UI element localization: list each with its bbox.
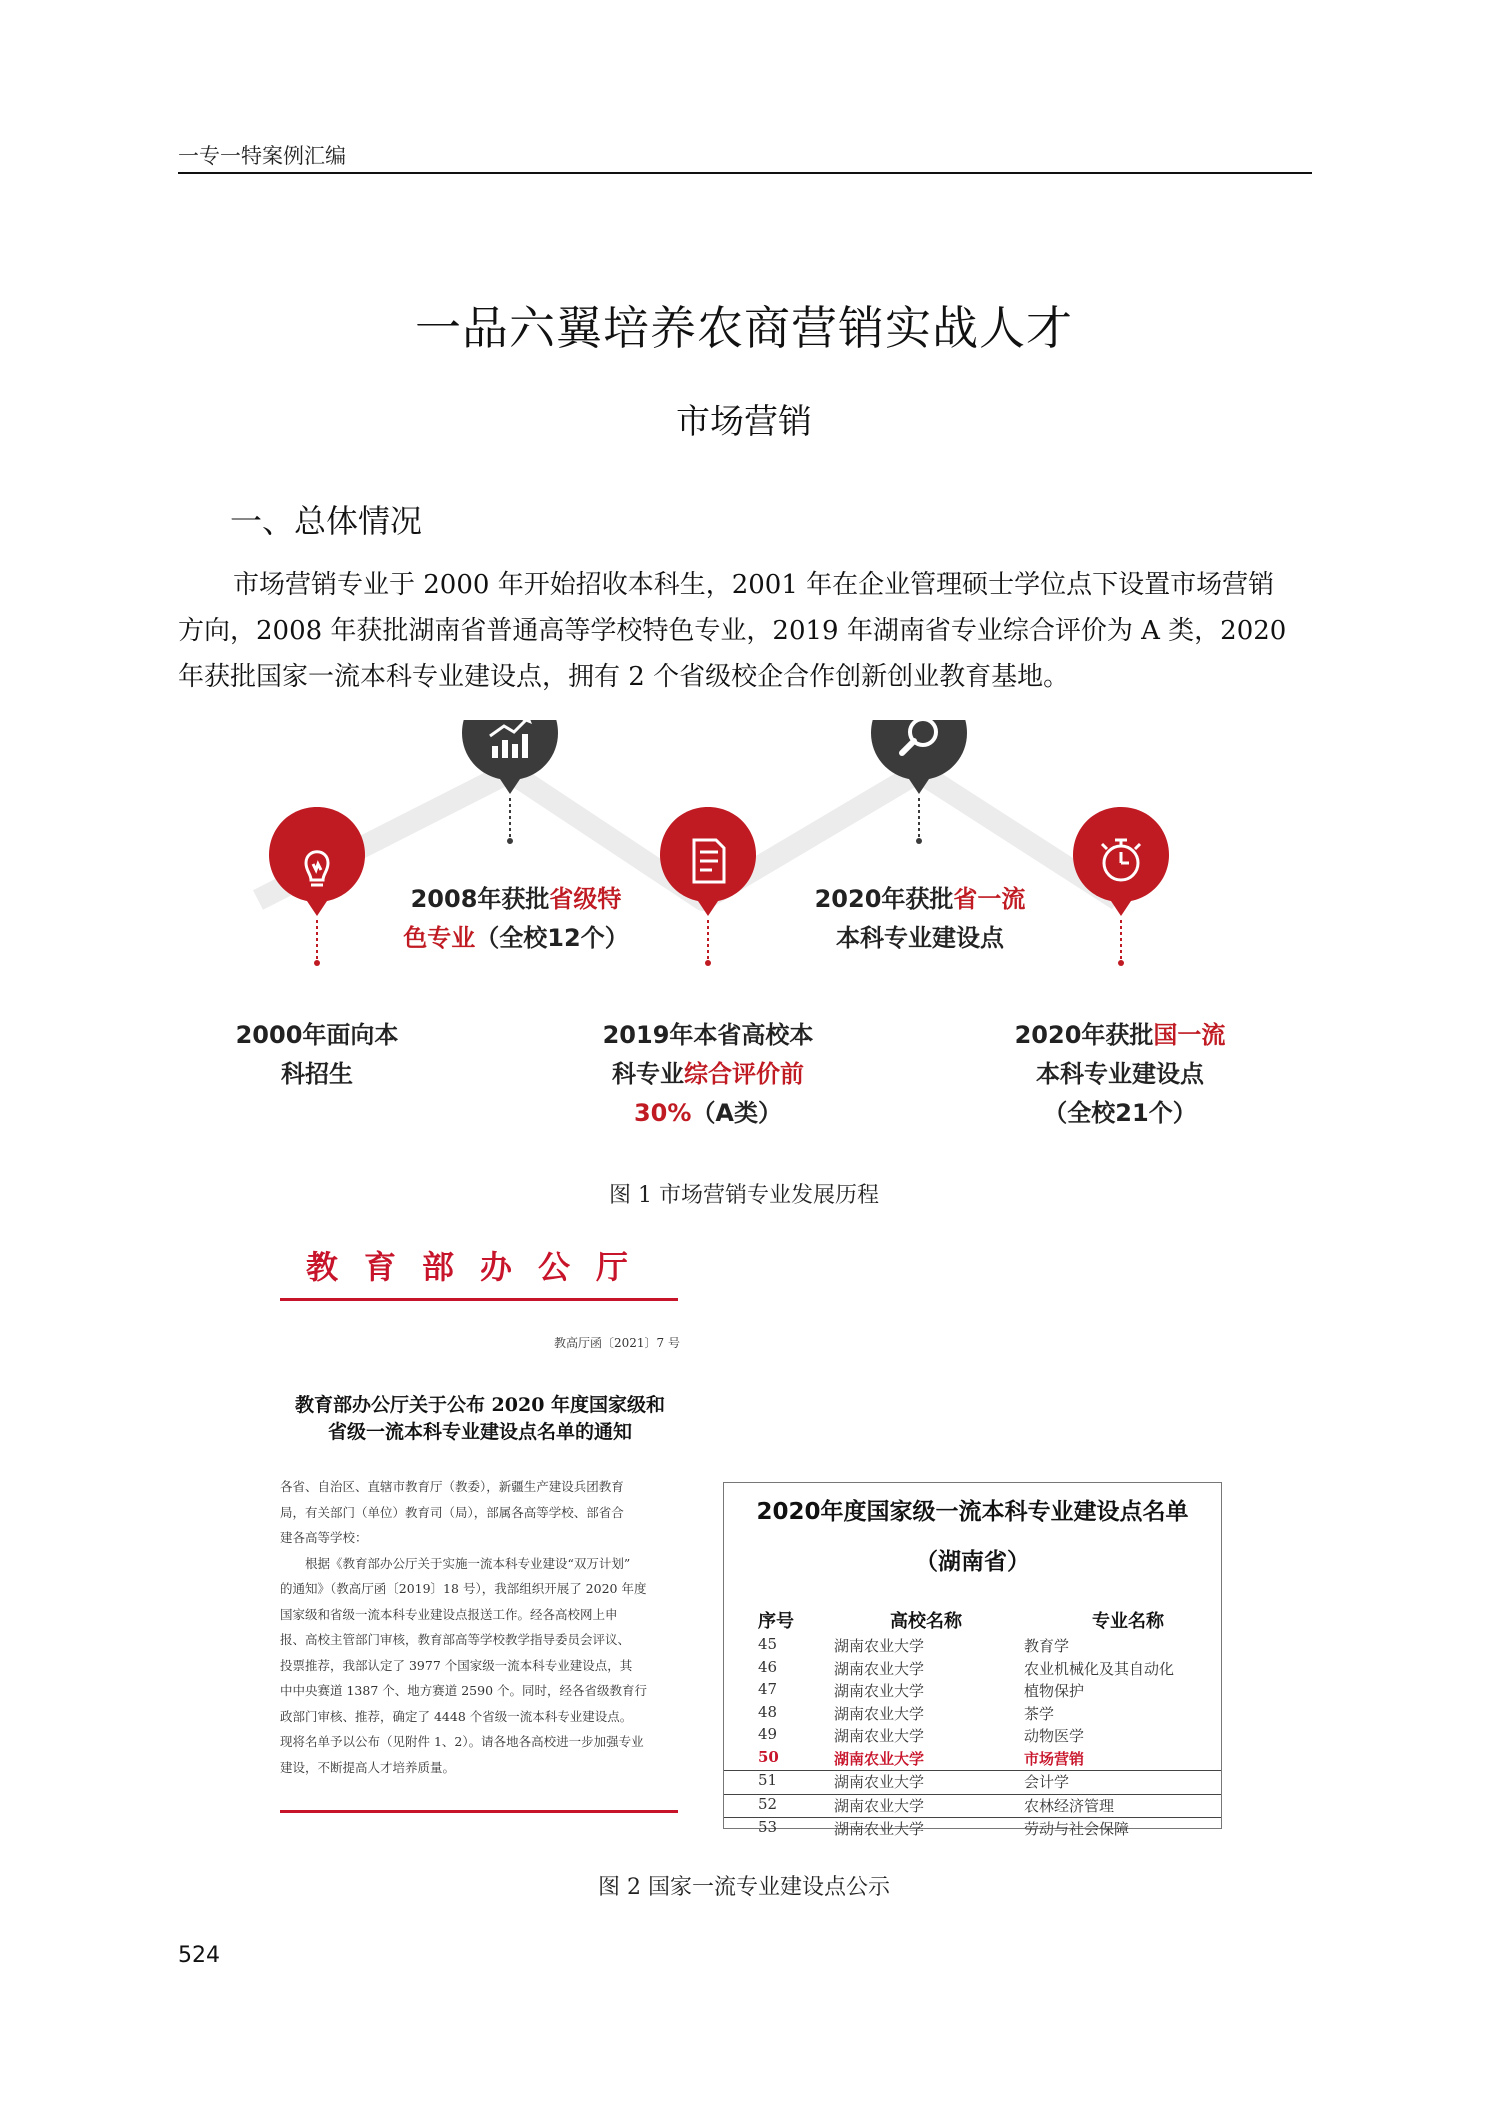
list-cell: 湖南农业大学 [834, 1749, 925, 1768]
milestone-highlight: 省级特 [549, 885, 622, 913]
milestone-highlight: 30% [633, 1099, 692, 1127]
milestone-line [998, 1016, 1242, 1055]
development-timeline [178, 720, 1312, 1160]
running-header: 一专一特案例汇编 [178, 144, 346, 168]
notice-top-rule [280, 1298, 678, 1301]
notice-body-line: 的通知》（教高厅函〔2019〕18 号），我部组织开展了 2020 年度 [280, 1581, 647, 1596]
milestone-run: 2000年面向本 [235, 1021, 399, 1049]
notice-body-line: 各省、自治区、直辖市教育厅（教委），新疆生产建设兵团教育 [280, 1479, 624, 1494]
list-row [724, 1658, 1221, 1681]
list-row [724, 1770, 1221, 1794]
list-row [724, 1680, 1221, 1703]
notice-body-line: 建各高等学校： [280, 1530, 368, 1545]
list-cell: 劳动与社会保障 [1024, 1820, 1130, 1838]
milestone-run: 2008年获批 [410, 885, 550, 913]
milestone-pin-2020-national [1073, 807, 1169, 966]
milestone-text-2000 [217, 1016, 417, 1094]
list-cell: 教育学 [1024, 1637, 1070, 1655]
milestone-line [400, 880, 632, 919]
milestone-highlight: 综合评价前 [684, 1060, 804, 1088]
figure2-caption: 图 2 国家一流专业建设点公示 [598, 1875, 890, 1900]
milestone-run: 2020年获批 [814, 885, 954, 913]
list-row [724, 1748, 1221, 1771]
milestone-line [217, 1055, 417, 1094]
list-cell: 湖南农业大学 [834, 1682, 925, 1700]
page-number: 524 [178, 1943, 220, 1968]
list-row [724, 1725, 1221, 1748]
list-cell: 植物保护 [1024, 1682, 1085, 1700]
list-cell: 47 [758, 1680, 778, 1698]
notice-body-line: 报、高校主管部门审核，教育部高等学校教学指导委员会评议、 [280, 1632, 631, 1647]
article-title: 一品六翼培养农商营销实战人才 [415, 301, 1073, 355]
notice-title-line: 省级一流本科专业建设点名单的通知 [327, 1421, 632, 1443]
list-cell: 市场营销 [1024, 1749, 1085, 1768]
milestone-run: 科招生 [281, 1060, 353, 1088]
milestone-line [998, 1094, 1242, 1133]
list-cell: 49 [758, 1725, 778, 1743]
notice-body-line: 建设，不断提高人才培养质量。 [280, 1759, 456, 1775]
notice-bottom-rule [280, 1810, 678, 1813]
milestone-pin-2019 [660, 807, 756, 966]
figure1-caption: 图 1 市场营销专业发展历程 [609, 1183, 879, 1208]
notice-doc-number: 教高厅函〔2021〕7 号 [554, 1336, 680, 1350]
milestone-run: （全校12个） [475, 924, 629, 952]
milestone-line [217, 1016, 417, 1055]
list-cell: 湖南农业大学 [834, 1820, 925, 1838]
paragraph-line: 市场营销专业于 2000 年开始招收本科生，2001 年在企业管理硕士学位点下设置市场营销 [233, 570, 1275, 600]
list-cell: 湖南农业大学 [834, 1727, 925, 1745]
list-cell: 湖南农业大学 [834, 1637, 925, 1655]
list-cell: 湖南农业大学 [834, 1773, 925, 1791]
list-header-row [724, 1607, 1221, 1631]
notice-body-line: 局，有关部门（单位）教育司（局），部属各高等学校、部省合 [280, 1504, 624, 1520]
list-cell: 48 [758, 1702, 778, 1721]
milestone-highlight: 省一流 [953, 885, 1026, 913]
milestone-line [578, 1016, 838, 1055]
list-cell: 52 [758, 1794, 778, 1813]
national-list-table [723, 1482, 1222, 1838]
notice-title [280, 1392, 680, 1446]
list-title: 2020年度国家级一流本科专业建设点名单 [756, 1499, 1189, 1525]
list-header-cell: 专业名称 [1092, 1611, 1164, 1632]
list-cell: 53 [758, 1818, 778, 1836]
list-cell: 农业机械化及其自动化 [1024, 1659, 1175, 1678]
milestone-line [578, 1094, 838, 1133]
list-cell: 45 [758, 1635, 778, 1653]
milestone-run: 科专业 [612, 1060, 684, 1088]
notice-body-line: 根据《教育部办公厅关于实施一流本科专业建设“双万计划” [280, 1555, 631, 1571]
milestone-text-2020-national [998, 1016, 1242, 1133]
milestone-highlight: 色专业 [403, 924, 476, 952]
list-cell: 51 [758, 1771, 778, 1789]
milestone-run: 2020年获批 [1014, 1021, 1154, 1049]
milestone-run: 2019年本省高校本 [602, 1021, 814, 1049]
list-cell: 茶学 [1024, 1704, 1055, 1723]
milestone-text-2020-province [798, 880, 1042, 958]
section-heading: 一、总体情况 [230, 502, 423, 540]
list-cell: 湖南农业大学 [834, 1659, 925, 1678]
list-cell: 农林经济管理 [1024, 1796, 1115, 1815]
notice-body-line: 政部门审核、推荐，确定了 4448 个省级一流本科专业建设点。 [280, 1708, 633, 1724]
paragraph-line: 方向，2008 年获批湖南省普通高等学校特色专业，2019 年湖南省专业综合评价为 A 类，2020 [178, 616, 1287, 646]
list-cell: 50 [758, 1747, 779, 1766]
milestone-line [998, 1055, 1242, 1094]
milestone-line [798, 919, 1042, 958]
notice-issuer: 教育部办公厅 [305, 1248, 654, 1286]
list-row [724, 1703, 1221, 1726]
list-cell: 动物医学 [1024, 1727, 1085, 1745]
notice-body-line: 国家级和省级一流本科专业建设点报送工作。经各高校网上申 [280, 1606, 618, 1622]
list-subtitle: （湖南省） [915, 1549, 1030, 1575]
notice-body-line: 现将名单予以公布（见附件 1、2）。请各地各高校进一步加强专业 [280, 1734, 644, 1749]
header-rule [178, 172, 1312, 174]
notice-title-line: 教育部办公厅关于公布 2020 年度国家级和 [294, 1394, 666, 1416]
paragraph-line: 年获批国家一流本科专业建设点，拥有 2 个省级校企合作创新创业教育基地。 [178, 662, 1070, 692]
list-header-cell: 高校名称 [890, 1611, 962, 1632]
milestone-run: （全校21个） [1043, 1099, 1197, 1127]
milestone-line [798, 880, 1042, 919]
list-row [724, 1817, 1221, 1841]
milestone-pin-2000 [269, 807, 365, 966]
ministry-notice [280, 1236, 680, 1826]
article-subtitle: 市场营销 [676, 402, 812, 442]
list-header-cell: 序号 [758, 1611, 794, 1632]
list-cell: 会计学 [1024, 1773, 1070, 1791]
milestone-line [400, 919, 632, 958]
milestone-text-2019 [578, 1016, 838, 1133]
list-cell: 湖南农业大学 [834, 1704, 925, 1723]
milestone-run: 本科专业建设点 [1036, 1060, 1204, 1088]
list-row [724, 1635, 1221, 1658]
notice-body [280, 1474, 680, 1780]
list-cell: 46 [758, 1657, 778, 1676]
milestone-run: （A类） [691, 1099, 783, 1127]
milestone-highlight: 国一流 [1153, 1021, 1226, 1049]
notice-body-line: 投票推荐，我部认定了 3977 个国家级一流本科专业建设点，其 [280, 1657, 633, 1673]
milestone-run: 本科专业建设点 [836, 924, 1004, 952]
intro-paragraph [178, 562, 1312, 700]
list-cell: 湖南农业大学 [834, 1796, 925, 1815]
list-rows [724, 1635, 1221, 1841]
notice-body-line: 中中央赛道 1387 个、地方赛道 2590 个。同时，经各省级教育行 [280, 1683, 648, 1698]
list-row [724, 1794, 1221, 1818]
milestone-text-2008 [400, 880, 632, 958]
milestone-line [578, 1055, 838, 1094]
